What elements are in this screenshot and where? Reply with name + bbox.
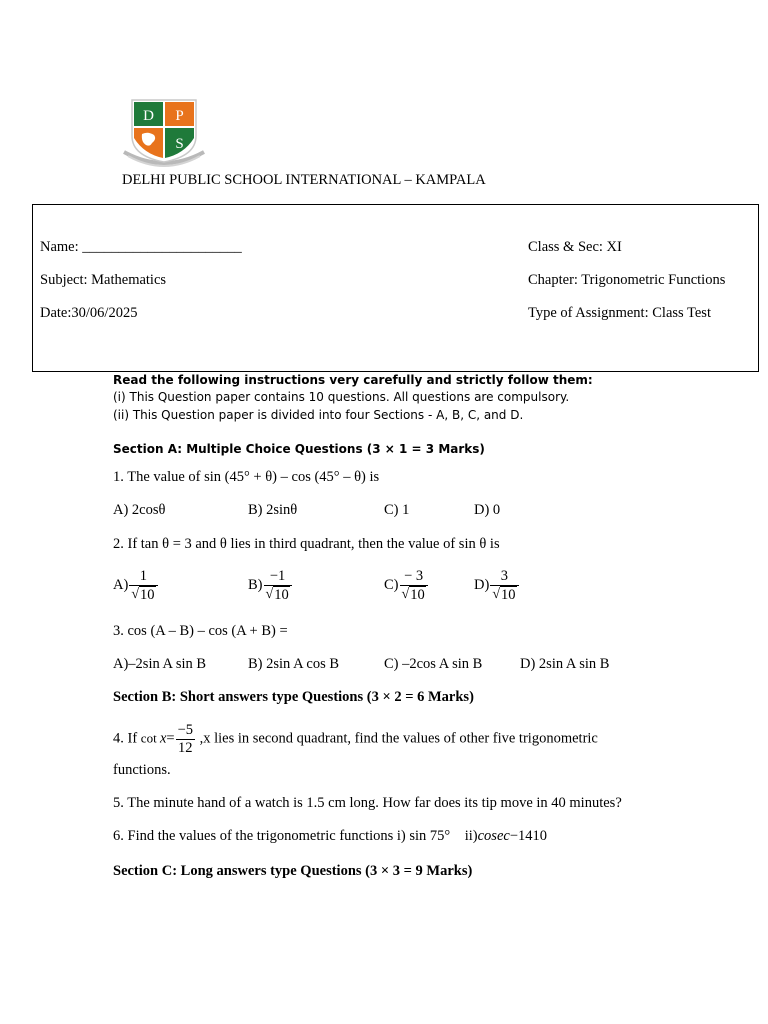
q3-option-d: D) 2sin A sin B [520, 656, 610, 672]
question-3: 3. cos (A – B) – cos (A + B) = [113, 623, 288, 639]
question-6: 6. Find the values of the trigonometric functions i) sin 75° ii)cosec−1410 [113, 828, 548, 844]
instructions-heading: Read the following instructions very carefully and strictly follow them: [113, 373, 593, 387]
q1-option-a: A) 2cosθ [113, 502, 166, 518]
section-c-heading: Section C: Long answers type Questions (3 × 3 = 9 Marks) [113, 863, 473, 879]
q1-option-c: C) 1 [384, 502, 410, 518]
instruction-item: (i) This Question paper contains 10 questions. All questions are compulsory. [113, 390, 570, 404]
name-field-label: Name: ______________________ [40, 239, 242, 255]
q3-option-c: C) –2cos A sin B [384, 656, 483, 672]
q2-option-c: C) − 3 √ 10 [384, 568, 429, 603]
date-label: Date:30/06/2025 [40, 305, 138, 321]
school-name: DELHI PUBLIC SCHOOL INTERNATIONAL – KAMPALA [122, 172, 486, 188]
question-4-continuation: functions. [113, 762, 171, 778]
q3-option-a: A)–2sin A sin B [113, 656, 207, 672]
subject-label: Subject: Mathematics [40, 272, 167, 288]
section-a-heading: Section A: Multiple Choice Questions (3 × 1 = 3 Marks) [113, 442, 485, 456]
assignment-type-label: Type of Assignment: Class Test [528, 305, 711, 321]
q3-option-b: B) 2sin A cos B [248, 656, 340, 672]
school-logo [120, 96, 208, 168]
q2-option-a: A) 1 √ 10 [113, 568, 159, 603]
logo-letter-p: P [175, 108, 184, 124]
question-1: 1. The value of sin (45° + θ) – cos (45° – θ) is [113, 469, 380, 485]
class-sec-label: Class & Sec: XI [528, 239, 622, 255]
q2-option-d: D) 3 √ 10 [474, 568, 520, 603]
q1-option-d: D) 0 [474, 502, 501, 518]
question-2: 2. If tan θ = 3 and θ lies in third quadrant, then the value of sin θ is [113, 536, 500, 552]
q1-option-b: B) 2sinθ [248, 502, 298, 518]
question-5: 5. The minute hand of a watch is 1.5 cm long. How far does its tip move in 40 minutes? [113, 795, 622, 811]
section-b-heading: Section B: Short answers type Questions (3 × 2 = 6 Marks) [113, 689, 474, 705]
logo-letter-d: D [143, 108, 154, 124]
question-4: 4. If cot x= $\frac{-5}{12}$ ,x lies in second quadrant, find the values of other five trigonometric [113, 722, 598, 756]
logo-letter-s: S [175, 136, 184, 152]
instruction-item: (ii) This Question paper is divided into four Sections - A, B, C, and D. [113, 408, 524, 422]
q2-option-b: B) −1 √ 10 [248, 568, 293, 603]
chapter-label: Chapter: Trigonometric Functions [528, 272, 726, 288]
